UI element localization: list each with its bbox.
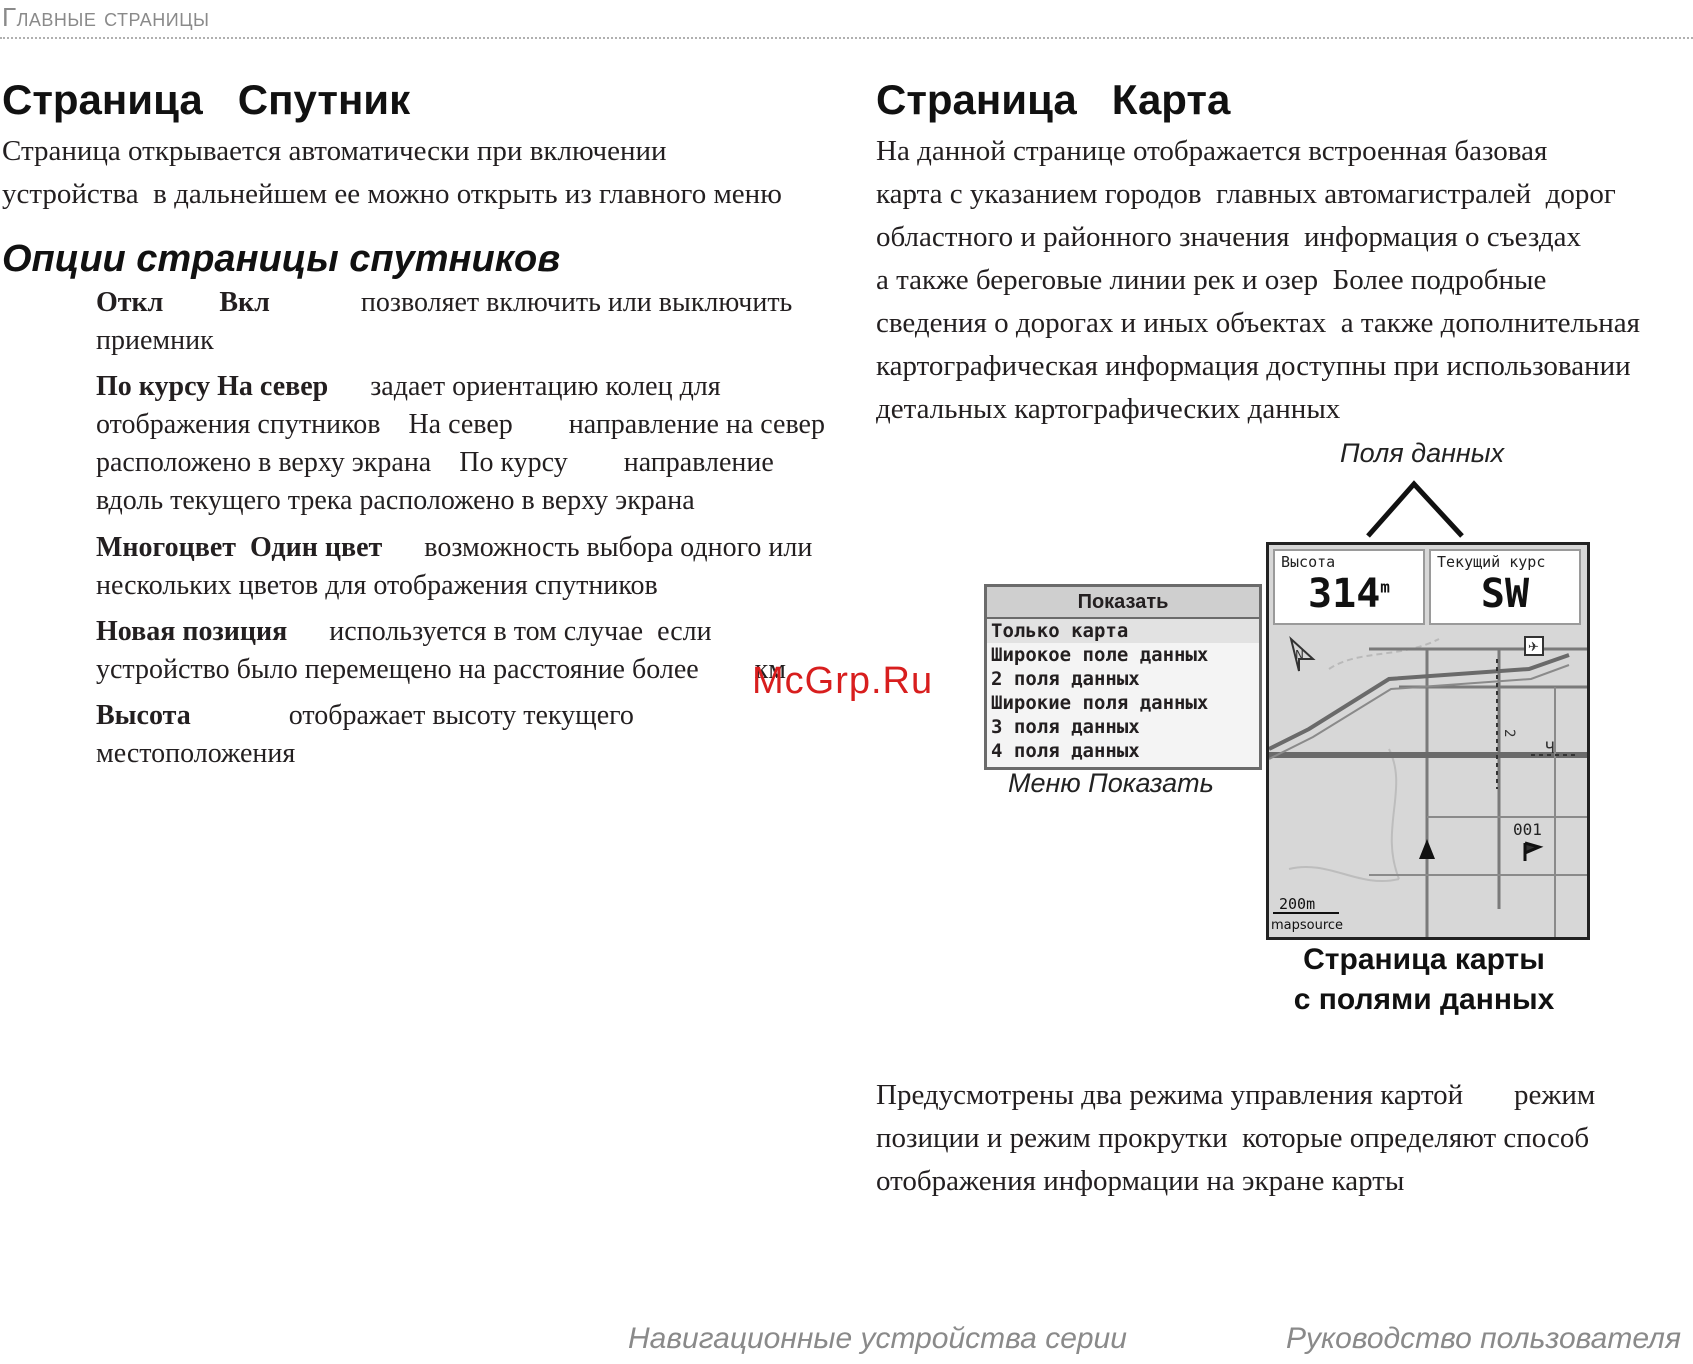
show-menu-item[interactable]: 4 поля данных — [991, 740, 1140, 762]
option-orientation — [96, 368, 836, 520]
show-menu-item[interactable]: 3 поля данных — [991, 716, 1140, 738]
show-menu-item[interactable]: Только карта — [987, 619, 1259, 643]
satellite-intro — [2, 130, 812, 216]
svg-text:✈: ✈ — [1528, 640, 1539, 655]
map-page-screenshot — [1266, 542, 1590, 940]
map-modes-paragraph — [876, 1074, 1676, 1203]
satellite-page-heading: Страница Спутник — [2, 76, 411, 123]
callout-arrow — [1360, 478, 1470, 540]
option-desc-line: расположено в верху экрана По курсу направление — [96, 447, 774, 478]
data-fields-callout-label: Поля данных — [1340, 438, 1505, 468]
option-name: Высота — [96, 700, 191, 731]
option-name: Многоцвет Один цвет — [96, 532, 383, 563]
map-page-heading: Страница Карта — [876, 76, 1231, 123]
course-field — [1429, 549, 1581, 625]
svg-text:001: 001 — [1513, 820, 1542, 839]
option-new-position — [96, 613, 836, 689]
body-line: позиции и режим прокрутки которые определяют способ — [876, 1122, 1590, 1154]
body-line: а также береговые линии рек и озер Более подробные — [876, 264, 1547, 296]
show-menu-item[interactable]: 2 поля данных — [991, 668, 1140, 690]
option-desc: позволяет включить или выключить — [269, 287, 793, 318]
intro-line: Страница открывается автоматически при включении — [2, 135, 667, 167]
footer-series: Навигационные устройства серии — [628, 1322, 1127, 1355]
option-desc-line: нескольких цветов для отображения спутников — [96, 570, 658, 601]
altitude-value: 314$^m$ — [1308, 571, 1390, 617]
option-desc: возможность выбора одного или — [382, 532, 813, 563]
option-desc-line: отображения спутников На север направление на север — [96, 409, 825, 440]
body-line: Предусмотрены два режима управления картой режим — [876, 1079, 1596, 1111]
option-name: Откл Вкл — [96, 287, 270, 318]
map-figure-caption — [1234, 940, 1614, 1020]
body-line: отображения информации на экране карты — [876, 1165, 1405, 1197]
running-header: Главные страницы — [2, 2, 210, 32]
option-color — [96, 529, 836, 605]
option-altitude — [96, 697, 836, 773]
show-menu-item[interactable]: Широкие поля данных — [991, 692, 1209, 714]
body-line: сведения о дорогах и иных объектах а также дополнительная — [876, 307, 1640, 339]
caption-line: Страница карты — [1303, 943, 1545, 976]
show-menu-item[interactable]: Широкое поле данных — [991, 644, 1209, 666]
body-line: На данной странице отображается встроенная базовая — [876, 135, 1548, 167]
map-page-description — [876, 130, 1676, 431]
body-line: областного и районного значения информация о съездах — [876, 221, 1581, 253]
option-desc: отображает высоту текущего — [190, 700, 634, 731]
show-menu-caption: Меню Показать — [1008, 768, 1214, 798]
map-view — [1269, 629, 1587, 937]
body-line: детальных картографических данных — [876, 393, 1341, 425]
svg-text:Ч: Ч — [1545, 738, 1555, 757]
body-line: картографическая информация доступны при использовании — [876, 350, 1631, 382]
option-desc-line: приемник — [96, 325, 214, 356]
svg-text:2: 2 — [1501, 729, 1517, 738]
option-onoff — [96, 284, 836, 360]
show-menu-screenshot — [984, 584, 1262, 770]
option-desc-line: местоположения — [96, 738, 296, 769]
course-label: Текущий курс — [1437, 553, 1546, 571]
header-divider — [0, 37, 1693, 39]
body-line: карта с указанием городов главных автомагистралей дорог — [876, 178, 1616, 210]
show-menu-title: Показать — [987, 587, 1259, 619]
footer-manual: Руководство пользователя — [1286, 1322, 1681, 1355]
svg-text:mapsource: mapsource — [1271, 918, 1344, 933]
caption-line: с полями данных — [1293, 983, 1555, 1016]
course-value: SW — [1480, 571, 1530, 617]
intro-line: устройства в дальнейшем ее можно открыть из главного меню — [2, 178, 782, 210]
altitude-field — [1273, 549, 1425, 625]
option-name: По курсу На север — [96, 371, 329, 402]
altitude-label: Высота — [1281, 553, 1336, 571]
svg-text:200m: 200m — [1279, 895, 1316, 913]
option-desc: используется в том случае если — [287, 616, 712, 647]
option-desc-line: вдоль текущего трека расположено в верху экрана — [96, 485, 695, 516]
option-desc-line: устройство было перемещено на расстояние более км — [96, 654, 787, 685]
option-name: Новая позиция — [96, 616, 288, 647]
option-desc: задает ориентацию колец для — [328, 371, 721, 402]
svg-text:N: N — [1295, 648, 1304, 662]
satellite-options-heading: Опции страницы спутников — [2, 238, 561, 280]
watermark: McGrp.Ru — [752, 660, 934, 702]
